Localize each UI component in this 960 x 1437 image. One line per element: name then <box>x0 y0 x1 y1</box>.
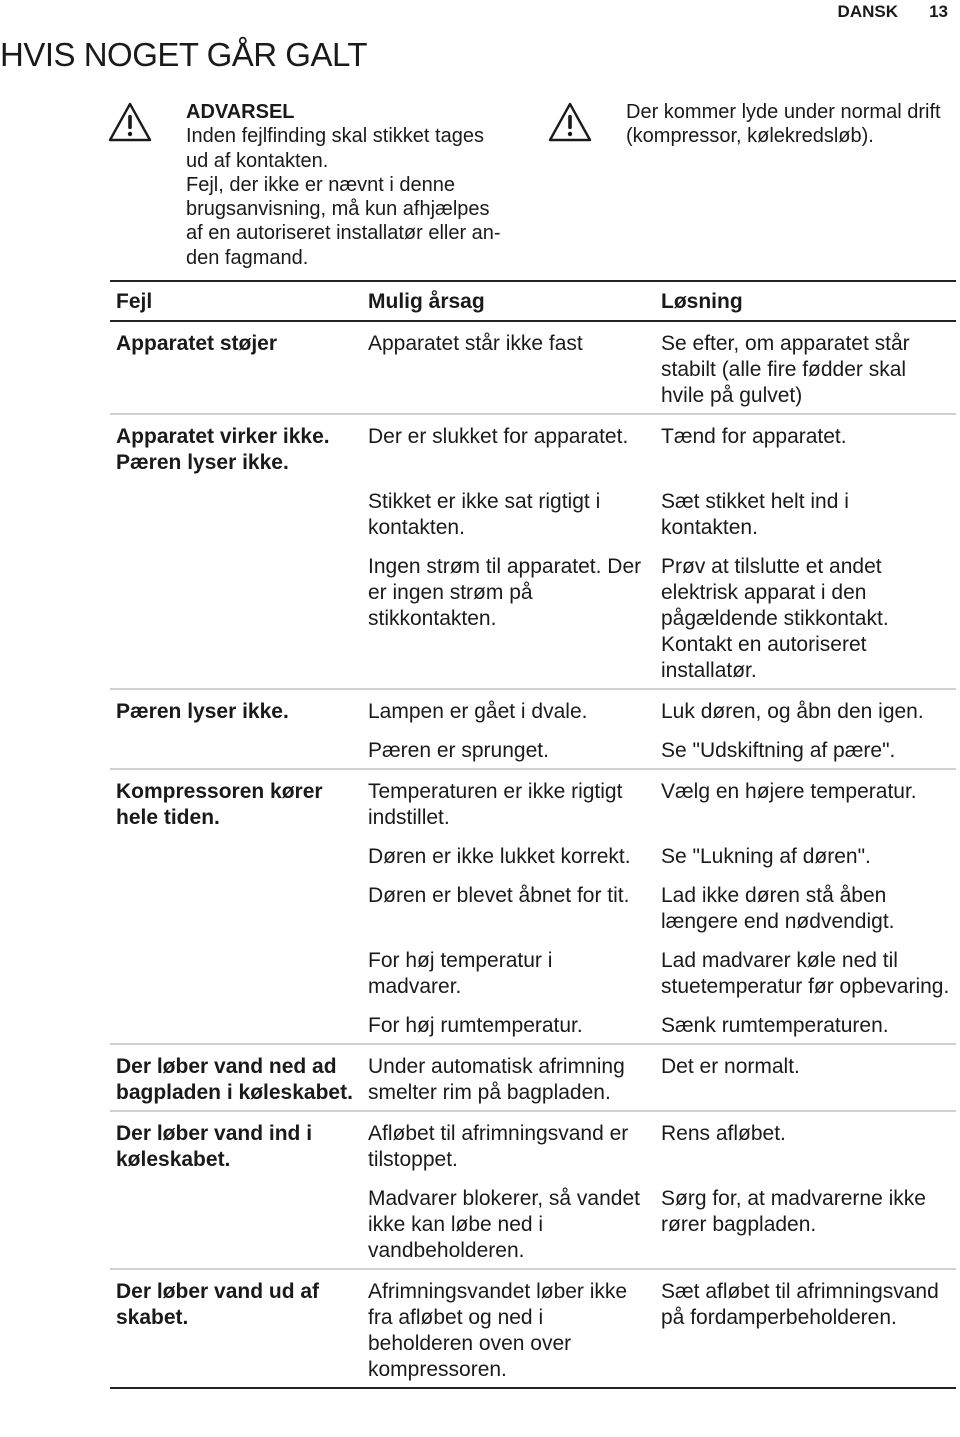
table-row <box>110 1111 956 1177</box>
warning-line: den fagmand. <box>186 246 309 269</box>
table-row <box>110 480 956 545</box>
header-fejl: Fejl <box>110 281 362 321</box>
cell-fejl: Der løber vand ind i køleskabet. <box>116 1122 313 1171</box>
table-row <box>110 835 956 874</box>
cell-fejl: Der løber vand ned ad bagpladen i køleskabet. <box>110 1044 362 1111</box>
cell-fejl: Apparatet virker ikke. Pæren lyser ikke. <box>116 425 330 474</box>
table-row <box>110 545 956 689</box>
warning-line: brugsanvisning, må kun afhjælpes <box>186 198 490 221</box>
cell-losning: Lad madvarer køle ned til stuetemperatur før opbevaring. <box>661 949 950 998</box>
cell-losning: Det er normalt. <box>655 1044 956 1111</box>
warning-triangle-icon <box>548 102 592 142</box>
table-header-row <box>110 281 956 321</box>
warning-left-text <box>186 100 526 270</box>
warning-line: (kompressor, kølekredsløb). <box>626 125 874 148</box>
cell-losning: Tænd for apparatet. <box>661 425 847 448</box>
header-arsag: Mulig årsag <box>362 281 655 321</box>
language-label: DANSK <box>837 2 898 21</box>
cell-fejl: Der løber vand ud af skabet. <box>110 1269 362 1388</box>
cell-fejl: Pæren lyser ikke. <box>116 700 289 723</box>
warning-line: Fejl, der ikke er nævnt i denne <box>186 173 456 196</box>
table-row <box>110 1177 956 1269</box>
cell-losning: Se "Udskiftning af pære". <box>655 729 956 769</box>
warning-line: Der kommer lyde under normal drift <box>626 101 941 123</box>
cell-fejl <box>110 480 362 545</box>
warning-triangle-icon <box>108 102 152 142</box>
page-title: HVIS NOGET GÅR GALT <box>0 36 368 73</box>
cell-arsag: Afløbet til afrimningsvand er tilstoppet. <box>368 1122 629 1171</box>
cell-losning: Rens afløbet. <box>661 1122 786 1145</box>
cell-arsag: Stikket er ikke sat rigtigt i kontakten. <box>368 490 601 539</box>
table-row <box>110 414 956 480</box>
cell-arsag: For høj temperatur i madvarer. <box>368 949 553 998</box>
table-row <box>110 769 956 835</box>
cell-fejl <box>110 939 362 1004</box>
cell-fejl <box>110 1177 362 1269</box>
warning-line: Inden fejlfinding skal stikket tages <box>186 125 484 148</box>
table-row <box>110 689 956 729</box>
warning-line: ud af kontakten. <box>186 149 329 172</box>
cell-arsag: Pæren er sprunget. <box>362 729 655 769</box>
cell-fejl <box>110 729 362 769</box>
cell-losning: Sæt stikket helt ind i kontakten. <box>661 490 849 539</box>
cell-fejl <box>110 545 362 689</box>
cell-fejl: Kompressoren kører hele tiden. <box>116 780 323 829</box>
cell-fejl <box>110 874 362 939</box>
cell-fejl <box>110 1004 362 1044</box>
cell-losning: Prøv at tilslutte et andet elektrisk apparat i den pågældende stikkontakt. Kontakt en autoriseret installatør. <box>655 545 956 689</box>
cell-arsag: Under automatisk afrimning smelter rim på bagpladen. <box>362 1044 655 1111</box>
cell-losning: Se "Lukning af døren". <box>661 845 871 868</box>
cell-losning: Vælg en højere temperatur. <box>661 780 917 803</box>
warning-line: af en autoriseret installatør eller an- <box>186 222 501 245</box>
cell-arsag: Apparatet står ikke fast <box>362 321 655 414</box>
cell-fejl <box>110 835 362 874</box>
cell-arsag: Madvarer blokerer, så vandet ikke kan løbe ned i vandbeholderen. <box>362 1177 655 1269</box>
troubleshooting-table <box>110 280 956 1389</box>
cell-losning: Se efter, om apparatet står stabilt (alle fire fødder skal hvile på gulvet) <box>655 321 956 414</box>
header-losning: Løsning <box>655 281 956 321</box>
table-row <box>110 939 956 1004</box>
table-row <box>110 1269 956 1388</box>
warning-right-text <box>626 100 960 149</box>
table-row <box>110 729 956 769</box>
cell-losning: Sørg for, at madvarerne ikke rører bagpladen. <box>655 1177 956 1269</box>
cell-arsag: Lampen er gået i dvale. <box>368 700 588 723</box>
table-row <box>110 1004 956 1044</box>
cell-arsag: Der er slukket for apparatet. <box>368 425 629 448</box>
cell-losning: Luk døren, og åbn den igen. <box>661 700 924 723</box>
cell-losning: Sæt afløbet til afrimningsvand på fordamperbeholderen. <box>655 1269 956 1388</box>
warning-heading: ADVARSEL <box>186 101 295 123</box>
cell-losning: Lad ikke døren stå åben længere end nødvendigt. <box>661 884 895 933</box>
cell-arsag: Døren er ikke lukket korrekt. <box>368 845 631 868</box>
table-row <box>110 874 956 939</box>
cell-arsag: Afrimningsvandet løber ikke fra afløbet og ned i beholderen oven over kompressoren. <box>362 1269 655 1388</box>
table-row <box>110 321 956 414</box>
cell-arsag: Temperaturen er ikke rigtigt indstillet. <box>368 780 623 829</box>
page-header <box>760 0 960 26</box>
page-number: 13 <box>929 2 948 21</box>
cell-arsag: For høj rumtemperatur. <box>362 1004 655 1044</box>
cell-losning: Sænk rumtemperaturen. <box>655 1004 956 1044</box>
cell-arsag: Ingen strøm til apparatet. Der er ingen strøm på stikkontakten. <box>362 545 655 689</box>
cell-arsag: Døren er blevet åbnet for tit. <box>368 884 630 907</box>
table-row <box>110 1044 956 1111</box>
cell-fejl: Apparatet støjer <box>110 321 362 414</box>
